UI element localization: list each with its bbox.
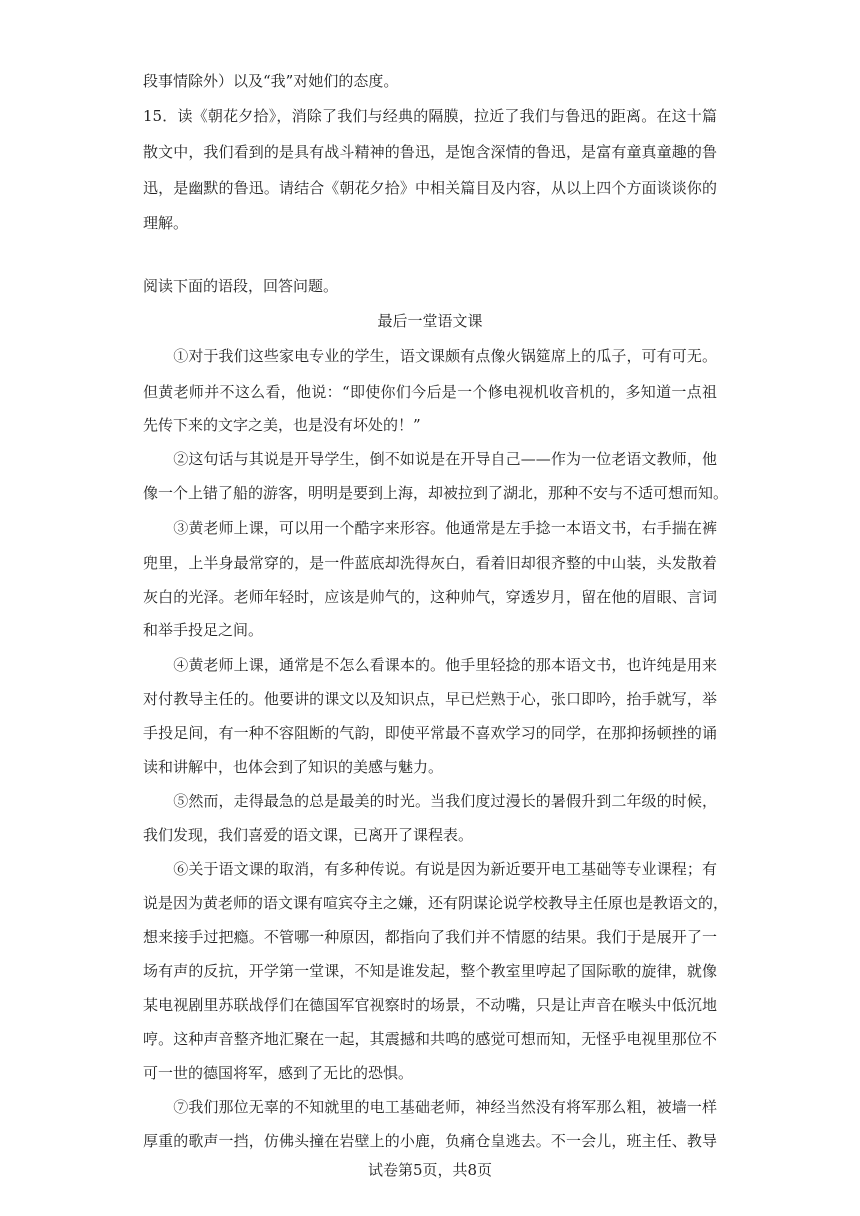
passage-line: 手投足间，有一种不容阻断的气韵，即使平常最不喜欢学习的同学，在那抑扬顿挫的诵 — [143, 724, 717, 742]
passage-line: 先传下来的文字之美，也是没有坏处的！” — [143, 416, 421, 434]
passage-line: 厚重的歌声一挡，仿佛头撞在岩壁上的小鹿，负痛仓皇逃去。不一会儿，班主任、教导 — [143, 1132, 717, 1150]
passage-line: 说是因为黄老师的语文课有喧宾夺主之嫌，还有阴谋论说学校教导主任原也是教语文的， — [143, 894, 729, 912]
passage-line: ①对于我们这些家电专业的学生，语文课颇有点像火锅筵席上的瓜子，可有可无。 — [143, 347, 717, 365]
passage-line: ⑤然而，走得最急的总是最美的时光。当我们度过漫长的暑假升到二年级的时候， — [143, 792, 717, 810]
question-line: 段事情除外）以及“我”对她们的态度。 — [143, 72, 399, 90]
passage-line: ⑦我们那位无辜的不知就里的电工基础老师，神经当然没有将军那么粗，被墙一样 — [143, 1098, 717, 1116]
passage-line: 兜里，上半身最常穿的，是一件蓝底却洗得灰白，看着旧却很齐整的中山装，头发散着 — [143, 554, 717, 572]
passage-line: 场有声的反抗，开学第一堂课，不知是谁发起，整个教室里哼起了国际歌的旋律，就像 — [143, 962, 717, 980]
reading-instruction: 阅读下面的语段，回答问题。 — [143, 277, 339, 295]
question-line: 15．读《朝花夕拾》，消除了我们与经典的隔膜，拉近了我们与鲁迅的距离。在这十篇 — [143, 107, 717, 125]
passage-line: ④黄老师上课，通常是不怎么看课本的。他手里轻捻的那本语文书，也许纯是用来 — [143, 656, 717, 674]
passage-line: 读和讲解中，也体会到了知识的美感与魅力。 — [143, 758, 444, 776]
passage-line: 可一世的德国将军，感到了无比的恐惧。 — [143, 1064, 414, 1082]
question-line: 散文中，我们看到的是具有战斗精神的鲁迅，是饱含深情的鲁迅，是富有童真童趣的鲁 — [143, 143, 717, 161]
passage-line: 像一个上错了船的游客，明明是要到上海，却被拉到了湖北，那种不安与不适可想而知。 — [143, 484, 729, 502]
page-footer: 试卷第5页，共8页 — [367, 1161, 493, 1179]
passage-line: 但黄老师并不这么看，他说：“即使你们今后是一个修电视机收音机的，多知道一点祖 — [143, 383, 717, 401]
question-line: 迅，是幽默的鲁迅。请结合《朝花夕拾》中相关篇目及内容，从以上四个方面谈谈你的 — [143, 179, 717, 197]
passage-line: 灰白的光泽。老师年轻时，应该是帅气的，这种帅气，穿透岁月，留在他的眉眼、言词 — [143, 588, 717, 606]
passage-line: 和举手投足之间。 — [143, 621, 264, 639]
passage-line: 想来接手过把瘾。不管哪一种原因，都指向了我们并不情愿的结果。我们于是展开了一 — [143, 928, 717, 946]
passage-title: 最后一堂语文课 — [377, 312, 483, 330]
passage-line: 我们发现，我们喜爱的语文课，已离开了课程表。 — [143, 826, 474, 844]
passage-line: ⑥关于语文课的取消，有多种传说。有说是因为新近要开电工基础等专业课程；有 — [143, 860, 717, 878]
passage-line: ②这句话与其说是开导学生，倒不如说是在开导自己——作为一位老语文教师，他 — [143, 450, 717, 468]
question-line: 理解。 — [143, 214, 189, 232]
passage-line: 某电视剧里苏联战俘们在德国军官视察时的场景，不动嘴，只是让声音在喉头中低沉地 — [143, 996, 717, 1014]
passage-line: 哼。这种声音整齐地汇聚在一起，其震撼和共鸣的感觉可想而知，无怪乎电视里那位不 — [143, 1030, 717, 1048]
passage-line: ③黄老师上课，可以用一个酷字来形容。他通常是左手捻一本语文书，右手揣在裤 — [143, 519, 717, 537]
passage-line: 对付教导主任的。他要讲的课文以及知识点，早已烂熟于心，张口即吟，抬手就写，举 — [143, 690, 717, 708]
